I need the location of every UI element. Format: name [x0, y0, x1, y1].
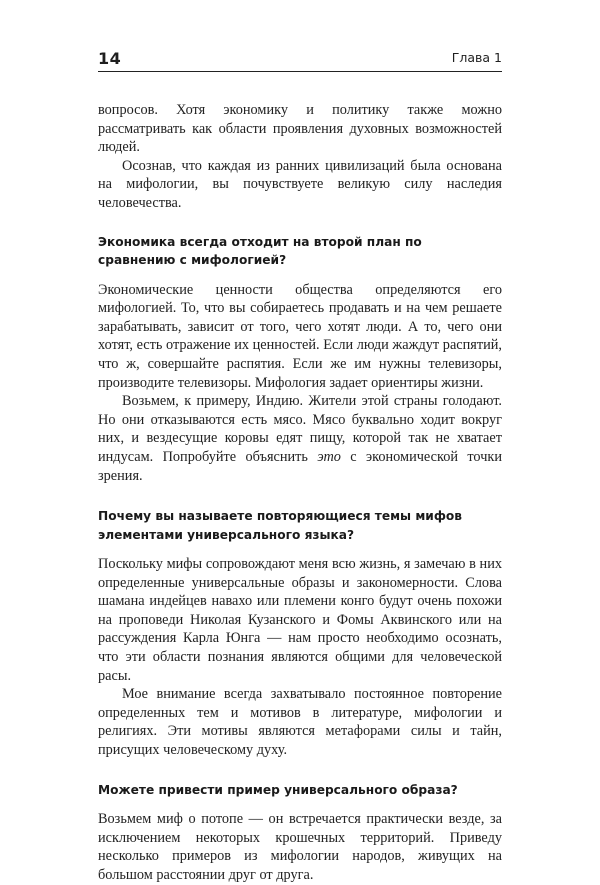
paragraph-4-emphasis: это	[317, 448, 341, 465]
paragraph-2: Осознав, что каждая из ранних цивилизаций была основана на мифологии, вы почувствуете великую силу наследия человечества.	[98, 157, 502, 211]
paragraph-4-end: с экономической точки зрения.	[98, 448, 502, 484]
question-heading-1: Экономика всегда отходит на второй план по сравнению с мифологией?	[98, 234, 422, 268]
paragraph-7: Возьмем миф о потопе — он встречается практически везде, за исключением некоторых крошечных территорий. Приведу несколько примеров из мифологии народов, живущих на большом расстоянии друг от друга.	[98, 811, 502, 883]
running-head: Глава 1	[451, 50, 502, 65]
page-body	[98, 101, 502, 885]
paragraph-3: Экономические ценности общества определяются его мифологией. То, что вы собираетесь продавать и на чем решаете зарабатывать, зависит от того, чего хотят люди. А то, чего они хотят, есть отражение их ценностей. Если люди жаждут распятий, что ж, совершайте распятия. Если же им нужны телевизоры, производите телевизоры. Мифология задает ориентиры жизни.	[98, 281, 502, 391]
question-heading-3: Можете привести пример универсального образа?	[98, 782, 458, 797]
paragraph-4	[98, 392, 502, 485]
page-header	[98, 49, 502, 72]
page-number: 14	[98, 49, 122, 68]
paragraph-6: Мое внимание всегда захватывало постоянное повторение определенных тем и мотивов в литературе, мифологии и религиях. Эти мотивы являются метафорами силы и тайн, присущих человеческому духу.	[98, 686, 502, 759]
paragraph-1: вопросов. Хотя экономику и политику также можно рассматривать как области проявления духовных возможностей людей.	[98, 102, 502, 156]
paragraph-4-text: Возьмем, к примеру, Индию. Жители этой страны голодают. Но они отказываются есть мясо. Мясо буквально ходит вокруг них, и вездесущие коровы едят пищу, которой так не хватает индусам. Попробуйте объяснить	[98, 393, 502, 465]
question-heading-2: Почему вы называете повторяющиеся темы мифов элементами универсального языка?	[98, 509, 463, 542]
paragraph-5: Поскольку мифы сопровождают меня всю жизнь, я замечаю в них определенные универсальные образы и закономерности. Слова шамана индейцев навахо или племени конго будут очень похожи на проповеди Николая Кузанского и Фомы Аквинского или на рассуждения Карла Юнга — нам просто необходимо осознать, что эти области познания являются общими для человеческой расы.	[98, 556, 502, 684]
